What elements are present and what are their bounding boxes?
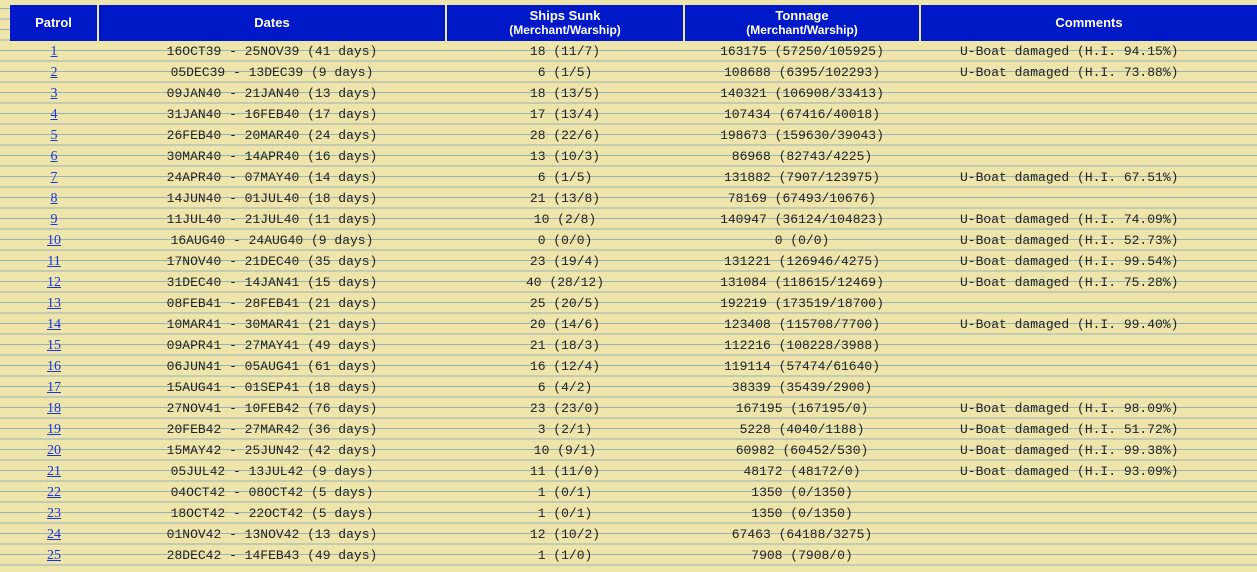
patrol-cell — [10, 356, 98, 377]
table-row — [10, 188, 1257, 209]
tonnage-cell: 112216 (108228/3988) — [723, 338, 881, 353]
patrol-link[interactable]: 13 — [47, 296, 61, 311]
dates-cell: 14JUN40 - 01JUL40 (18 days) — [166, 191, 378, 206]
header-tonnage-label: Tonnage — [775, 8, 829, 23]
dates-cell: 11JUL40 - 21JUL40 (11 days) — [166, 212, 378, 227]
comment-cell: U-Boat damaged (H.I. 94.15%) — [960, 44, 1179, 59]
patrol-link[interactable]: 5 — [50, 128, 58, 143]
patrol-link[interactable]: 4 — [50, 107, 58, 122]
patrol-link[interactable]: 8 — [50, 191, 58, 206]
table-row — [10, 167, 1257, 188]
ships-sunk-cell: 20 (14/6) — [529, 317, 601, 332]
patrol-cell — [10, 314, 98, 335]
dates-cell: 06JUN41 - 05AUG41 (61 days) — [166, 359, 378, 374]
patrol-cell — [10, 335, 98, 356]
tonnage-cell: 163175 (57250/105925) — [720, 44, 884, 59]
patrol-link[interactable]: 7 — [50, 170, 58, 185]
table-row — [10, 41, 1257, 62]
tonnage-cell: 107434 (67416/40018) — [723, 107, 881, 122]
dates-cell: 01NOV42 - 13NOV42 (13 days) — [166, 527, 378, 542]
ships-sunk-cell: 6 (1/5) — [537, 65, 593, 80]
header-tonnage-sublabel: (Merchant/Warship) — [746, 23, 858, 37]
patrol-cell — [10, 293, 98, 314]
dates-cell: 20FEB42 - 27MAR42 (36 days) — [166, 422, 378, 437]
patrol-cell — [10, 272, 98, 293]
tonnage-cell: 198673 (159630/39043) — [720, 128, 884, 143]
comment-cell — [920, 335, 1257, 356]
dates-cell: 16OCT39 - 25NOV39 (41 days) — [166, 44, 378, 59]
patrol-link[interactable]: 3 — [50, 86, 58, 101]
tonnage-cell: 48172 (48172/0) — [743, 464, 861, 479]
comment-cell: U-Boat damaged (H.I. 52.73%) — [960, 233, 1179, 248]
tonnage-cell: 86968 (82743/4225) — [731, 149, 873, 164]
patrol-cell — [10, 482, 98, 503]
patrol-link[interactable]: 2 — [50, 65, 58, 80]
table-row — [10, 398, 1257, 419]
patrol-cell — [10, 62, 98, 83]
comment-cell: U-Boat damaged (H.I. 74.09%) — [960, 212, 1179, 227]
comment-cell — [920, 188, 1257, 209]
ships-sunk-cell: 1 (1/0) — [537, 548, 593, 563]
ships-sunk-cell: 18 (11/7) — [529, 44, 601, 59]
patrol-cell — [10, 104, 98, 125]
header-ships-label: Ships Sunk — [529, 8, 601, 23]
table-row — [10, 461, 1257, 482]
patrol-cell — [10, 209, 98, 230]
tonnage-cell: 140321 (106908/33413) — [720, 86, 884, 101]
patrol-cell — [10, 125, 98, 146]
tonnage-cell: 78169 (67493/10676) — [727, 191, 877, 206]
patrol-cell — [10, 440, 98, 461]
patrol-link[interactable]: 1 — [50, 44, 58, 59]
comment-cell — [920, 83, 1257, 104]
patrol-cell — [10, 461, 98, 482]
dates-cell: 16AUG40 - 24AUG40 (9 days) — [170, 233, 374, 248]
dates-cell: 04OCT42 - 08OCT42 (5 days) — [170, 485, 374, 500]
patrol-link[interactable]: 12 — [47, 275, 61, 290]
header-row — [10, 5, 1257, 41]
header-dates-label: Dates — [254, 15, 290, 30]
patrol-cell — [10, 146, 98, 167]
patrol-link[interactable]: 15 — [47, 338, 61, 353]
tonnage-cell: 123408 (115708/7700) — [723, 317, 881, 332]
tonnage-cell: 131084 (118615/12469) — [720, 275, 884, 290]
comment-cell: U-Boat damaged (H.I. 93.09%) — [960, 464, 1179, 479]
patrol-link[interactable]: 17 — [47, 380, 61, 395]
dates-cell: 09APR41 - 27MAY41 (49 days) — [166, 338, 378, 353]
comment-cell — [920, 125, 1257, 146]
comment-cell — [920, 377, 1257, 398]
dates-cell: 10MAR41 - 30MAR41 (21 days) — [166, 317, 378, 332]
comment-cell: U-Boat damaged (H.I. 99.38%) — [960, 443, 1179, 458]
patrol-cell — [10, 83, 98, 104]
ships-sunk-cell: 23 (19/4) — [529, 254, 601, 269]
patrol-cell — [10, 503, 98, 524]
dates-cell: 27NOV41 - 10FEB42 (76 days) — [166, 401, 378, 416]
header-comments-label: Comments — [1055, 15, 1123, 30]
patrol-cell — [10, 524, 98, 545]
ships-sunk-cell: 28 (22/6) — [529, 128, 601, 143]
table-row — [10, 356, 1257, 377]
comment-cell: U-Boat damaged (H.I. 51.72%) — [960, 422, 1179, 437]
table-row — [10, 314, 1257, 335]
ships-sunk-cell: 25 (20/5) — [529, 296, 601, 311]
ships-sunk-cell: 23 (23/0) — [529, 401, 601, 416]
tonnage-cell: 0 (0/0) — [774, 233, 830, 248]
ships-sunk-cell: 21 (18/3) — [529, 338, 601, 353]
tonnage-cell: 1350 (0/1350) — [751, 485, 853, 500]
table-row — [10, 545, 1257, 566]
comment-cell: U-Boat damaged (H.I. 67.51%) — [960, 170, 1179, 185]
dates-cell: 28DEC42 - 14FEB43 (49 days) — [166, 548, 378, 563]
ships-sunk-cell: 10 (2/8) — [533, 212, 597, 227]
patrol-link[interactable]: 18 — [47, 401, 61, 416]
tonnage-cell: 192219 (173519/18700) — [720, 296, 884, 311]
table-row — [10, 482, 1257, 503]
tonnage-cell: 131221 (126946/4275) — [723, 254, 881, 269]
header-patrol — [10, 5, 98, 41]
comment-cell — [920, 482, 1257, 503]
dates-cell: 31JAN40 - 16FEB40 (17 days) — [166, 107, 378, 122]
patrol-cell — [10, 230, 98, 251]
patrol-cell — [10, 419, 98, 440]
patrol-link[interactable]: 6 — [50, 149, 58, 164]
comment-cell — [920, 293, 1257, 314]
table-row — [10, 251, 1257, 272]
dates-cell: 15MAY42 - 25JUN42 (42 days) — [166, 443, 378, 458]
ships-sunk-cell: 40 (28/12) — [525, 275, 604, 290]
patrol-cell — [10, 398, 98, 419]
table-row — [10, 146, 1257, 167]
table-row — [10, 335, 1257, 356]
tonnage-cell: 108688 (6395/102293) — [723, 65, 881, 80]
tonnage-cell: 119114 (57474/61640) — [723, 359, 881, 374]
table-row — [10, 62, 1257, 83]
ships-sunk-cell: 17 (13/4) — [529, 107, 601, 122]
tonnage-cell: 140947 (36124/104823) — [720, 212, 884, 227]
comment-cell — [920, 503, 1257, 524]
patrol-link[interactable]: 9 — [50, 212, 58, 227]
table-row — [10, 293, 1257, 314]
patrol-link[interactable]: 21 — [47, 464, 61, 479]
dates-cell: 05JUL42 - 13JUL42 (9 days) — [170, 464, 374, 479]
dates-cell: 05DEC39 - 13DEC39 (9 days) — [170, 65, 374, 80]
ships-sunk-cell: 12 (10/2) — [529, 527, 601, 542]
header-comments — [920, 5, 1257, 41]
dates-cell: 24APR40 - 07MAY40 (14 days) — [166, 170, 378, 185]
comment-cell — [920, 545, 1257, 566]
table-row — [10, 419, 1257, 440]
ships-sunk-cell: 21 (13/8) — [529, 191, 601, 206]
table-row — [10, 209, 1257, 230]
header-patrol-label: Patrol — [35, 15, 72, 30]
dates-cell: 18OCT42 - 22OCT42 (5 days) — [170, 506, 374, 521]
header-ships-sublabel: (Merchant/Warship) — [509, 23, 621, 37]
patrol-table — [10, 5, 1257, 566]
patrol-link[interactable]: 22 — [47, 485, 61, 500]
comment-cell — [920, 524, 1257, 545]
header-ships-sunk — [446, 5, 684, 41]
patrol-cell — [10, 251, 98, 272]
dates-cell: 08FEB41 - 28FEB41 (21 days) — [166, 296, 378, 311]
patrol-cell — [10, 167, 98, 188]
dates-cell: 30MAR40 - 14APR40 (16 days) — [166, 149, 378, 164]
patrol-link[interactable]: 19 — [47, 422, 61, 437]
patrol-link[interactable]: 25 — [47, 548, 61, 563]
ships-sunk-cell: 18 (13/5) — [529, 86, 601, 101]
table-body — [10, 41, 1257, 566]
patrol-link[interactable]: 24 — [47, 527, 61, 542]
dates-cell: 26FEB40 - 20MAR40 (24 days) — [166, 128, 378, 143]
comment-cell: U-Boat damaged (H.I. 73.88%) — [960, 65, 1179, 80]
patrol-cell — [10, 41, 98, 62]
table-row — [10, 440, 1257, 461]
ships-sunk-cell: 0 (0/0) — [537, 233, 593, 248]
patrol-link[interactable]: 20 — [47, 443, 61, 458]
patrol-cell — [10, 377, 98, 398]
patrol-link[interactable]: 23 — [47, 506, 61, 521]
table-row — [10, 125, 1257, 146]
table-row — [10, 524, 1257, 545]
tonnage-cell: 7908 (7908/0) — [751, 548, 853, 563]
ships-sunk-cell: 3 (2/1) — [537, 422, 593, 437]
comment-cell: U-Boat damaged (H.I. 99.40%) — [960, 317, 1179, 332]
ships-sunk-cell: 10 (9/1) — [533, 443, 597, 458]
table-row — [10, 230, 1257, 251]
table-row — [10, 104, 1257, 125]
ships-sunk-cell: 6 (1/5) — [537, 170, 593, 185]
table-header — [10, 5, 1257, 41]
table-row — [10, 272, 1257, 293]
comment-cell — [920, 104, 1257, 125]
table-row — [10, 83, 1257, 104]
tonnage-cell: 67463 (64188/3275) — [731, 527, 873, 542]
header-tonnage — [684, 5, 920, 41]
table-row — [10, 377, 1257, 398]
tonnage-cell: 131882 (7907/123975) — [723, 170, 881, 185]
tonnage-cell: 60982 (60452/530) — [735, 443, 869, 458]
dates-cell: 15AUG41 - 01SEP41 (18 days) — [166, 380, 378, 395]
ships-sunk-cell: 1 (0/1) — [537, 506, 593, 521]
comment-cell — [920, 146, 1257, 167]
comment-cell: U-Boat damaged (H.I. 75.28%) — [960, 275, 1179, 290]
patrol-cell — [10, 188, 98, 209]
patrol-link[interactable]: 16 — [47, 359, 61, 374]
patrol-link[interactable]: 11 — [47, 254, 61, 269]
comment-cell: U-Boat damaged (H.I. 98.09%) — [960, 401, 1179, 416]
comment-cell — [920, 356, 1257, 377]
patrol-link[interactable]: 10 — [47, 233, 61, 248]
tonnage-cell: 5228 (4040/1188) — [739, 422, 865, 437]
patrol-link[interactable]: 14 — [47, 317, 61, 332]
table-row — [10, 503, 1257, 524]
tonnage-cell: 1350 (0/1350) — [751, 506, 853, 521]
header-dates — [98, 5, 446, 41]
dates-cell: 31DEC40 - 14JAN41 (15 days) — [166, 275, 378, 290]
tonnage-cell: 38339 (35439/2900) — [731, 380, 873, 395]
comment-cell: U-Boat damaged (H.I. 99.54%) — [960, 254, 1179, 269]
ships-sunk-cell: 13 (10/3) — [529, 149, 601, 164]
dates-cell: 09JAN40 - 21JAN40 (13 days) — [166, 86, 378, 101]
ships-sunk-cell: 6 (4/2) — [537, 380, 593, 395]
ships-sunk-cell: 16 (12/4) — [529, 359, 601, 374]
tonnage-cell: 167195 (167195/0) — [735, 401, 869, 416]
ships-sunk-cell: 1 (0/1) — [537, 485, 593, 500]
patrol-cell — [10, 545, 98, 566]
ships-sunk-cell: 11 (11/0) — [529, 464, 601, 479]
dates-cell: 17NOV40 - 21DEC40 (35 days) — [166, 254, 378, 269]
